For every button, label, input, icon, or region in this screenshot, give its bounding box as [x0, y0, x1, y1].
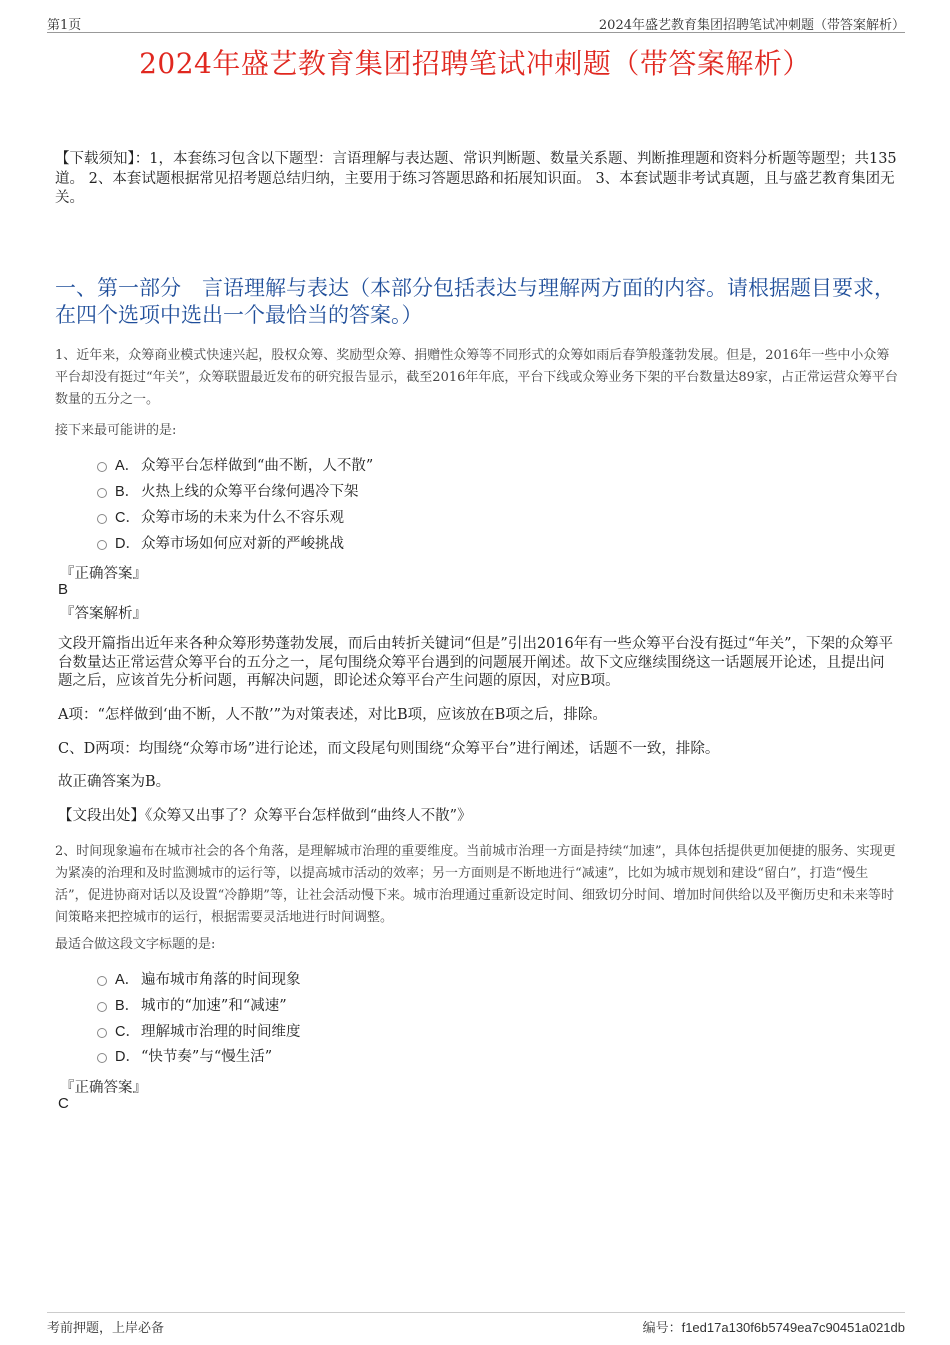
- question-2-stem: 2、时间现象遍布在城市社会的各个角落，是理解城市治理的重要维度。当前城市治理一方面是持续“加速”，具体包括提供更加便捷的服务、实现更为紧凑的治理和及时监测城市的运行等，以提高城市活动的效率；另一方面则是不断地进行“减速”，比如为城市规划和建设“留白”，打造“慢生活”，促进协商对话以及设置“冷静期”等，让社会活动慢下来。城市治理通过重新设定时间、细致切分时间、增加时间供给以及平衡历史和未来等时间策略来把控城市的运行，根据需要灵活地进行时间调整。: [55, 844, 896, 925]
- question-1-stem: 1、近年来，众筹商业模式快速兴起，股权众筹、奖励型众筹、捐赠性众筹等不同形式的众筹如雨后春笋般蓬勃发展。但是，2016年一些中小众筹平台却没有挺过“年关”，众筹联盟最近发布的研究报告显示，截至2016年年底，平台下线或众筹业务下架的平台数量达89家，占正常运营众筹平台数量的五分之一。: [55, 348, 898, 407]
- download-notice: 【下载须知】：1，本套练习包含以下题型：言语理解与表达题、常识判断题、数量关系题、判断推理题和资料分析题等题型；共135道。 2、本套试题根据常见招考题总结归纳，主要用于练习答题思路和拓展知识面。 3、本套试题非考试真题，且与盛艺教育集团无关。: [55, 151, 897, 206]
- question-1-analysis-a: A项：“怎样做到‘曲不断，人不散’”为对策表述，对比B项，应该放在B项之后，排除。: [58, 707, 607, 723]
- question-1-analysis-main: 文段开篇指出近年来各种众筹形势蓬勃发展，而后由转折关键词“但是”引出2016年有一些众筹平台没有挺过“年关”，下架的众筹平台数量达正常运营众筹平台的五分之一，尾句围绕众筹平台遇到的问题展开阐述。故下文应继续围绕这一话题展开论述，且提出问题之后，应该首先分析问题，再解决问题，即论述众筹平台产生问题的原因，对应B项。: [58, 636, 894, 689]
- question-2-option-c[interactable]: C．理解城市治理的时间维度: [97, 1021, 301, 1043]
- footer-code: [643, 1317, 905, 1336]
- footer-slogan: 考前押题，上岸必备: [47, 1321, 165, 1336]
- page-footer: [47, 1312, 905, 1335]
- header-doc-title: 2024年盛艺教育集团招聘笔试冲刺题（带答案解析）: [598, 18, 905, 33]
- radio-icon[interactable]: [97, 1053, 107, 1063]
- section-heading: 一、第一部分 言语理解与表达（本部分包括表达与理解两方面的内容。请根据题目要求，在四个选项中选出一个最恰当的答案。）: [55, 276, 895, 327]
- question-1-option-a[interactable]: A． 众筹平台怎样做到“曲不断，人不散”: [97, 455, 373, 477]
- question-1-option-b[interactable]: B． 火热上线的众筹平台缘何遇冷下架: [97, 481, 359, 503]
- radio-icon[interactable]: [97, 488, 107, 498]
- question-2-option-d[interactable]: D．“快节奏”与“慢生活”: [97, 1046, 272, 1068]
- question-1-prompt: 接下来最可能讲的是:: [55, 423, 177, 438]
- question-2-option-a[interactable]: A． 遍布城市角落的时间现象: [97, 969, 301, 991]
- radio-icon[interactable]: [97, 1002, 107, 1012]
- question-1-conclusion: 故正确答案为B。: [58, 774, 171, 790]
- document-title: 2024年盛艺教育集团招聘笔试冲刺题（带答案解析）: [139, 47, 811, 80]
- footer-code-value: f1ed17a130f6b5749ea7c90451a021db: [681, 1320, 905, 1335]
- footer-code-label: 编号：: [642, 1321, 682, 1336]
- radio-icon[interactable]: [97, 514, 107, 524]
- radio-icon[interactable]: [97, 1028, 107, 1038]
- question-1-source: 【文段出处】《众筹又出事了？众筹平台怎样做到“曲终人不散”》: [58, 808, 472, 824]
- question-1-answer: B: [58, 581, 69, 598]
- question-1-analysis-label: 『答案解析』: [60, 606, 147, 622]
- radio-icon[interactable]: [97, 462, 107, 472]
- radio-icon[interactable]: [97, 540, 107, 550]
- question-1-analysis-cd: C、D两项：均围绕“众筹市场”进行论述，而文段尾句则围绕“众筹平台”进行阐述，话题不一致，排除。: [58, 741, 720, 757]
- question-2-answer: C: [58, 1095, 69, 1112]
- page-header: [47, 12, 905, 33]
- question-2-answer-label: 『正确答案』: [60, 1080, 147, 1096]
- radio-icon[interactable]: [97, 976, 107, 986]
- question-2-prompt: 最适合做这段文字标题的是:: [55, 937, 216, 952]
- question-2-option-b[interactable]: B． 城市的“加速”和“减速”: [97, 995, 287, 1017]
- question-1-option-c[interactable]: C．众筹市场的未来为什么不容乐观: [97, 507, 344, 529]
- question-1-answer-label: 『正确答案』: [60, 566, 147, 582]
- question-1-option-d[interactable]: D．众筹市场如何应对新的严峻挑战: [97, 533, 344, 555]
- page-number: 第1页: [47, 18, 82, 33]
